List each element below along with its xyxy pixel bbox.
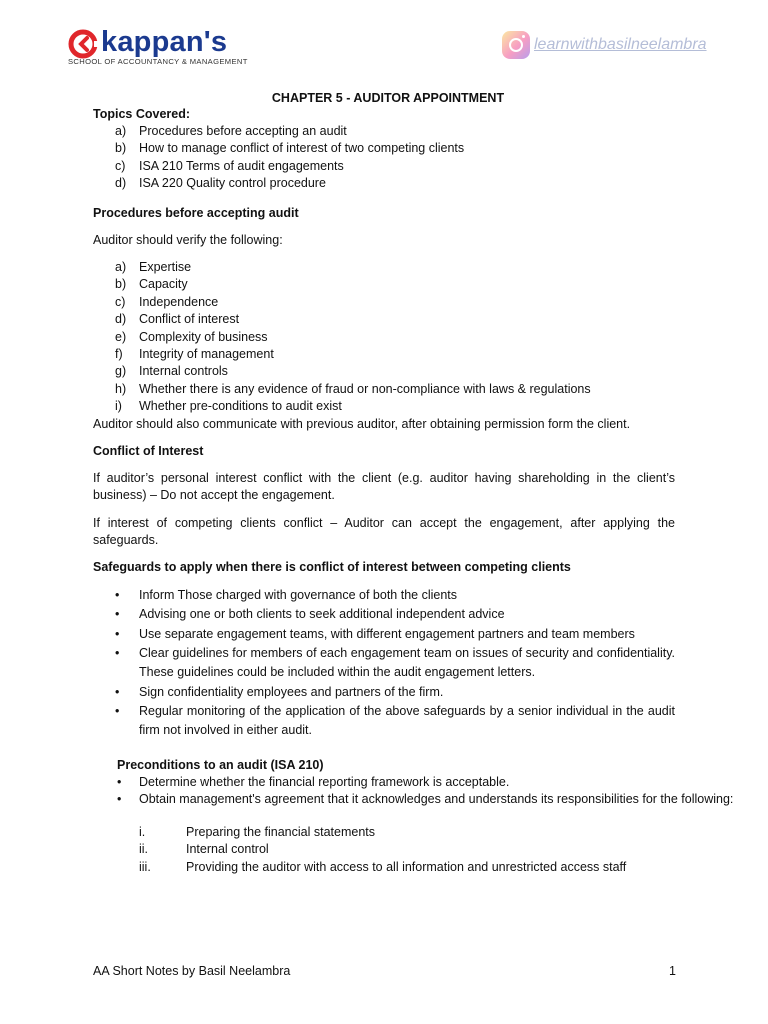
safeguard-item — [115, 644, 675, 682]
list-item-text: Whether pre-conditions to audit exist — [139, 399, 342, 414]
list-marker: iii. — [139, 859, 151, 874]
procedures-intro: Auditor should verify the following: — [93, 233, 283, 247]
topics-heading: Topics Covered: — [93, 107, 191, 121]
list-item-text: Preparing the financial statements — [186, 825, 375, 839]
precondition-subitem — [139, 859, 626, 876]
list-item-text: ISA 210 Terms of audit engagements — [139, 158, 344, 173]
list-marker: a) — [115, 260, 127, 274]
list-item-text: Obtain management's agreement that it acknowledges and understands its responsibilities for the following: — [139, 792, 734, 807]
list-item-text: ISA 220 Quality control procedure — [139, 176, 326, 191]
list-marker: c) — [115, 158, 126, 173]
bullet-icon: • — [115, 607, 120, 622]
kappans-logo — [68, 28, 258, 72]
procedure-item — [115, 381, 591, 398]
topic-item — [115, 123, 464, 140]
procedure-item — [115, 276, 591, 293]
conflict-para-1: If auditor’s personal interest conflict with the client (e.g. auditor having shareholding in the client’s business) – Do not accept the engagement. — [93, 471, 675, 502]
procedure-item — [115, 259, 591, 276]
list-item-text: Clear guidelines for members of each engagement team on issues of security and confidentiality. These guidelines could be included within the audit engagement letters. — [139, 646, 675, 680]
list-item-text: Whether there is any evidence of fraud or non-compliance with laws & regulations — [139, 381, 591, 396]
safeguard-item — [115, 625, 675, 644]
list-item-text: Determine whether the financial reporting framework is acceptable. — [139, 775, 510, 789]
safeguard-item — [115, 586, 675, 605]
list-item-text: Regular monitoring of the application of the above safeguards by a senior individual in the audit firm not involved in either audit. — [139, 703, 675, 737]
bullet-icon: • — [117, 792, 122, 807]
procedure-item — [115, 398, 591, 415]
safeguard-item — [115, 605, 675, 624]
topic-item — [115, 175, 464, 192]
precondition-item — [117, 774, 662, 791]
list-marker: f) — [115, 347, 123, 362]
topics-list — [115, 123, 464, 193]
bullet-icon: • — [115, 684, 120, 699]
logo-name: kappan's — [101, 26, 228, 58]
footer-text: AA Short Notes by Basil Neelambra — [93, 964, 291, 978]
list-marker: h) — [115, 381, 127, 396]
safeguard-item — [115, 683, 675, 702]
list-item-text: Independence — [139, 294, 219, 309]
list-marker: i. — [139, 825, 146, 839]
safeguards-list — [115, 586, 675, 740]
list-item-text: Capacity — [139, 277, 188, 292]
preconditions-list — [117, 774, 734, 809]
logo-tagline: SCHOOL OF ACCOUNTANCY & MANAGEMENT — [68, 57, 248, 66]
list-marker: b) — [115, 277, 127, 292]
procedures-closing: Auditor should also communicate with previous auditor, after obtaining permission form the client. — [93, 417, 631, 431]
procedure-item — [115, 363, 591, 380]
procedure-item — [115, 294, 591, 311]
list-marker: g) — [115, 364, 127, 379]
list-item-text: Expertise — [139, 260, 192, 274]
list-item-text: Use separate engagement teams, with different engagement partners and team members — [139, 626, 635, 641]
bullet-icon: • — [115, 626, 120, 641]
chapter-title: CHAPTER 5 - AUDITOR APPOINTMENT — [271, 91, 505, 105]
list-marker: e) — [115, 329, 127, 344]
precondition-item — [117, 791, 734, 808]
topic-item — [115, 158, 464, 175]
procedures-heading: Procedures before accepting audit — [93, 206, 299, 220]
list-marker: a) — [115, 124, 127, 138]
list-item-text: Sign confidentiality employees and partners of the firm. — [139, 684, 444, 699]
conflict-heading: Conflict of Interest — [93, 444, 204, 458]
precondition-subitem — [139, 841, 626, 858]
list-item-text: How to manage conflict of interest of two competing clients — [139, 141, 465, 156]
list-item-text: Procedures before accepting an audit — [139, 124, 347, 138]
topic-item — [115, 140, 464, 157]
list-marker: b) — [115, 141, 127, 156]
bullet-icon: • — [115, 646, 120, 661]
bullet-icon: • — [115, 588, 120, 602]
instagram-watermark — [502, 31, 742, 65]
list-item-text: Complexity of business — [139, 329, 268, 344]
list-item-text: Conflict of interest — [139, 312, 240, 327]
preconditions-heading: Preconditions to an audit (ISA 210) — [117, 758, 324, 772]
preconditions-sublist — [139, 824, 626, 876]
list-item-text: Inform Those charged with governance of both the clients — [139, 588, 458, 602]
list-item-text: Providing the auditor with access to all information and unrestricted access staff — [186, 859, 627, 874]
safeguards-heading: Safeguards to apply when there is conflict of interest between competing clients — [93, 560, 571, 574]
list-marker: ii. — [139, 842, 149, 857]
bullet-icon: • — [117, 775, 122, 789]
safeguard-item — [115, 702, 675, 740]
instagram-handle[interactable]: learnwithbasilneelambra — [534, 36, 707, 53]
procedure-item — [115, 346, 591, 363]
procedures-list — [115, 259, 591, 416]
procedure-item — [115, 329, 591, 346]
instagram-icon — [502, 31, 530, 59]
conflict-para-2: If interest of competing clients conflict – Auditor can accept the engagement, after applying the safeguards. — [93, 516, 675, 547]
precondition-subitem — [139, 824, 626, 841]
kappans-logo-icon — [68, 29, 98, 59]
list-marker: d) — [115, 312, 127, 327]
list-item-text: Internal controls — [139, 364, 228, 379]
list-item-text: Advising one or both clients to seek additional independent advice — [139, 607, 505, 622]
list-marker: d) — [115, 176, 127, 191]
list-item-text: Internal control — [186, 842, 269, 857]
list-marker: i) — [115, 399, 122, 414]
bullet-icon: • — [115, 703, 120, 718]
procedure-item — [115, 311, 591, 328]
page-number: 1 — [669, 964, 676, 978]
list-item-text: Integrity of management — [139, 347, 274, 362]
list-marker: c) — [115, 294, 126, 309]
